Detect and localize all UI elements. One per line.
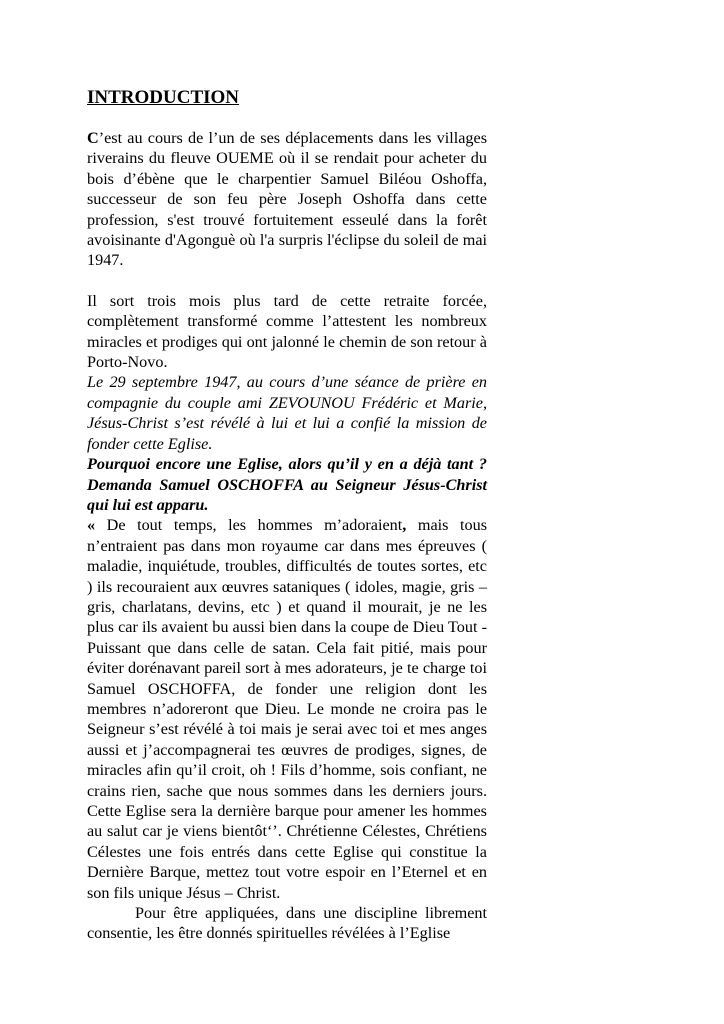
paragraph-origin-text: ’est au cours de l’un de ses déplacements dans les villages riverains du fleuve OUEME où il se rendait pour acheter du bois d’ébène que le charpentier Samuel Biléou Oshoffa, successeur de son feu père Joseph Oshoffa dans cette profession, s'est trouvé fortuitement esseulé dans la forêt avoisinante d'Agonguè où l'a surpris l'éclipse du soleil de mai 1947. [87, 129, 487, 270]
message-text-part1: De tout temps, les hommes m’adoraient [95, 516, 403, 535]
message-text-part2: mais tous n’entraient pas dans mon royaume car dans mes épreuves ( maladie, inquiétude, troubles, difficultés de toutes sortes, etc ) ils recouraient aux œuvres sataniques ( idoles, magie, gris – gris, charlatans, devins, etc ) et quand il mourait, je ne les plus car ils avaient bu aussi bien dans la coupe de Dieu Tout - Puissant que dans celle de satan. Cela fait pitié, mais pour éviter dorénavant pareil sort à mes adorateurs, je te charge toi Samuel OSCHOFFA, de fonder une religion dont les membres n’adoreront que Dieu. Le monde ne croira pas le Seigneur s’est révélé à toi mais je serai avec toi et mes anges aussi et j’accompagnerai tes œuvres de prodiges, signes, de miracles afin qu’il croit, oh ! Fils d’homme, sois confiant, ne crains rien, sache que nous sommes dans les derniers jours. Cette Eglise sera la dernière barque pour amener les hommes au salut car je viens bientôt‘’. Chrétienne Célestes, Chrétiens Célestes une fois entrés dans cette Eglise qui constitue la Dernière Barque, mettez tout votre espoir en l’Eternel et en son fils unique Jésus – Christ. [87, 516, 488, 902]
initial-letter: C [87, 129, 99, 147]
paragraph-question: Pourquoi encore une Eglise, alors qu’il y en a déjà tant ? Demanda Samuel OSCHOFFA au Seigneur Jésus-Christ qui lui est apparu. [87, 455, 487, 514]
message-comma: , [402, 516, 407, 535]
document-page [87, 86, 487, 944]
paragraph-retreat: Il sort trois mois plus tard de cette retraite forcée, complètement transformé comme l’attestent les nombreux miracles et prodiges qui ont jalonné le chemin de son retour à Porto-Novo. [87, 291, 487, 372]
paragraph-gap [87, 271, 487, 291]
paragraph-discipline: Pour être appliquées, dans une discipline librement consentie, les être donnés spirituelles révélées à l’Eglise [87, 904, 487, 943]
paragraph-revelation: Le 29 septembre 1947, au cours d’une séance de prière en compagnie du couple ami ZEVOUNOU Frédéric et Marie, Jésus-Christ s’est révélé à lui et lui a confié la mission de fonder cette Eglise. [87, 373, 487, 453]
opening-quote: « [87, 516, 96, 535]
paragraph-divine-message [87, 515, 487, 903]
section-heading: INTRODUCTION [87, 87, 240, 108]
paragraph-origin [87, 128, 487, 271]
